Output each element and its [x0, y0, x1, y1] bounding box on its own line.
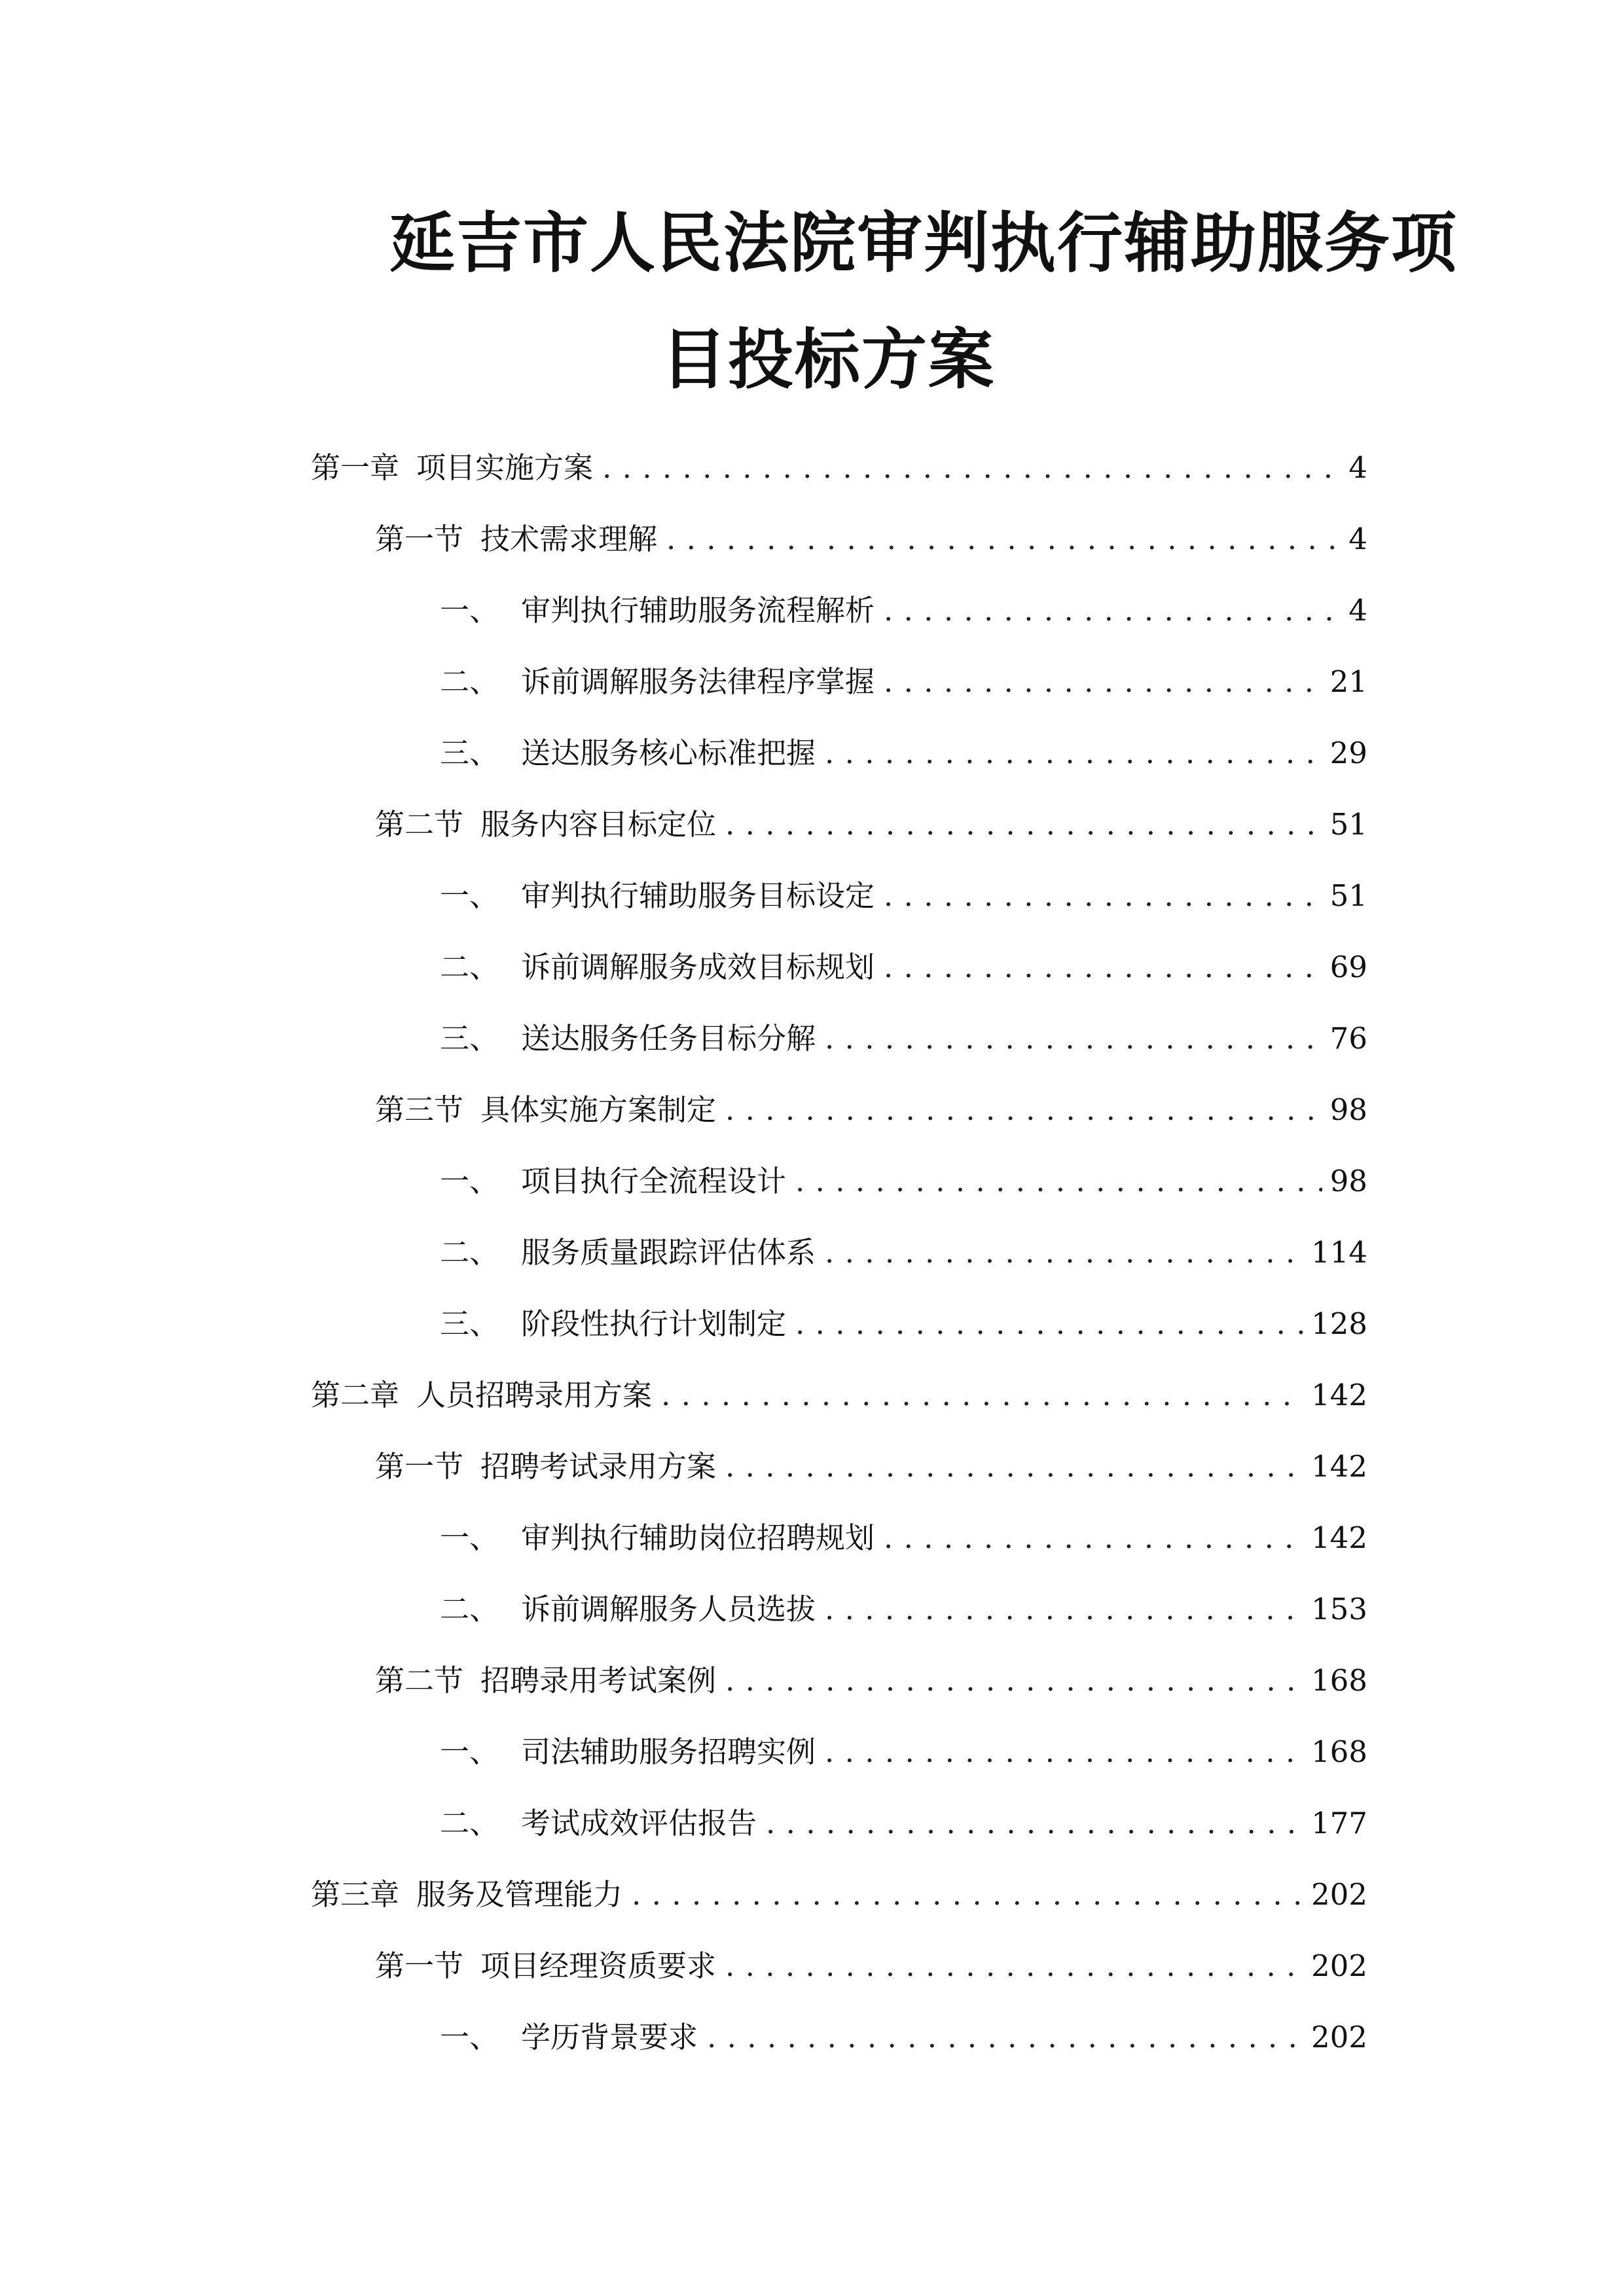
toc-dot-leader	[884, 944, 1322, 990]
toc-dot-leader	[884, 873, 1322, 919]
toc-dot-leader	[707, 2015, 1303, 2060]
toc-dot-leader	[632, 1872, 1303, 1918]
toc-dot-leader	[766, 1801, 1303, 1846]
toc-dot-leader	[725, 1658, 1303, 1704]
toc-entry-page: 98	[1329, 1164, 1367, 1198]
toc-entry-number: 二、	[440, 1592, 499, 1626]
toc-entry-page: 98	[1329, 1092, 1367, 1127]
toc-dot-leader	[602, 445, 1341, 491]
toc-entry-title: 司法辅助服务招聘实例	[521, 1734, 816, 1769]
toc-entry[interactable]	[311, 1372, 1367, 1418]
toc-entry-page: 168	[1311, 1734, 1367, 1769]
toc-entry-number: 第三章	[311, 1877, 400, 1912]
toc-entry-title: 学历背景要求	[521, 2020, 698, 2054]
title-line-2: 目投标方案	[661, 321, 995, 398]
toc-entry-page: 153	[1311, 1592, 1367, 1626]
toc-entry-title: 技术需求理解	[480, 522, 658, 556]
toc-entry-title: 项目实施方案	[416, 450, 594, 485]
toc-entry-page: 142	[1311, 1520, 1367, 1555]
toc-entry-page: 21	[1329, 664, 1367, 699]
toc-entry-page: 29	[1329, 736, 1367, 770]
toc-entry[interactable]	[440, 1016, 1367, 1062]
toc-entry[interactable]	[440, 1158, 1367, 1204]
toc-entry[interactable]	[440, 1515, 1367, 1561]
toc-entry-page: 177	[1311, 1806, 1367, 1840]
toc-entry-title: 审判执行辅助岗位招聘规划	[521, 1520, 875, 1555]
toc-entry[interactable]	[440, 1230, 1367, 1276]
toc-entry-title: 项目执行全流程设计	[521, 1164, 787, 1198]
toc-entry[interactable]	[375, 1658, 1367, 1704]
toc-dot-leader	[884, 1515, 1303, 1561]
toc-entry-title: 服务及管理能力	[416, 1877, 623, 1912]
toc-entry[interactable]	[440, 2015, 1367, 2060]
toc-entry[interactable]	[311, 1872, 1367, 1918]
toc-dot-leader	[725, 1087, 1322, 1133]
toc-entry-title: 招聘录用考试案例	[480, 1663, 717, 1698]
toc-entry-number: 第一节	[375, 1449, 464, 1484]
toc-dot-leader	[661, 1372, 1303, 1418]
toc-entry-number: 第二节	[375, 807, 464, 842]
toc-entry-number: 第一节	[375, 1948, 464, 1983]
toc-entry-number: 二、	[440, 664, 499, 699]
toc-dot-leader	[825, 1587, 1303, 1632]
toc-entry-page: 202	[1311, 2020, 1367, 2054]
toc-entry[interactable]	[440, 1301, 1367, 1347]
toc-entry[interactable]	[440, 944, 1367, 990]
toc-entry-number: 二、	[440, 1806, 499, 1840]
toc-entry-number: 第一章	[311, 450, 400, 485]
toc-entry-page: 4	[1348, 593, 1367, 628]
toc-entry-number: 二、	[440, 1235, 499, 1270]
toc-entry-number: 三、	[440, 1306, 499, 1341]
toc-entry[interactable]	[375, 516, 1367, 562]
toc-entry-page: 142	[1311, 1378, 1367, 1412]
toc-dot-leader	[825, 1230, 1303, 1276]
toc-entry-title: 服务质量跟踪评估体系	[521, 1235, 816, 1270]
toc-entry-title: 审判执行辅助服务目标设定	[521, 878, 875, 913]
toc-entry[interactable]	[440, 659, 1367, 705]
toc-entry-title: 诉前调解服务成效目标规划	[521, 950, 875, 984]
toc-entry-title: 具体实施方案制定	[480, 1092, 717, 1127]
toc-dot-leader	[884, 588, 1341, 634]
toc-entry-number: 第二节	[375, 1663, 464, 1698]
toc-entry-title: 送达服务核心标准把握	[521, 736, 816, 770]
toc-entry-title: 诉前调解服务人员选拔	[521, 1592, 816, 1626]
toc-entry-page: 202	[1311, 1877, 1367, 1912]
toc-entry-number: 第二章	[311, 1378, 400, 1412]
toc-entry-title: 服务内容目标定位	[480, 807, 717, 842]
toc-entry-number: 三、	[440, 1021, 499, 1056]
toc-dot-leader	[884, 659, 1322, 705]
toc-entry[interactable]	[440, 1801, 1367, 1846]
toc-entry-number: 一、	[440, 1520, 499, 1555]
toc-entry-page: 4	[1348, 450, 1367, 485]
toc-entry-number: 一、	[440, 1164, 499, 1198]
toc-entry-number: 一、	[440, 1734, 499, 1769]
toc-entry-title: 审判执行辅助服务流程解析	[521, 593, 875, 628]
toc-entry[interactable]	[440, 873, 1367, 919]
toc-entry-number: 一、	[440, 878, 499, 913]
toc-entry-title: 阶段性执行计划制定	[521, 1306, 787, 1341]
toc-entry-page: 76	[1329, 1021, 1367, 1056]
toc-dot-leader	[825, 1016, 1322, 1062]
toc-dot-leader	[725, 1943, 1303, 1989]
toc-entry-page: 202	[1311, 1948, 1367, 1983]
toc-entry-page: 114	[1311, 1235, 1367, 1270]
toc-dot-leader	[666, 516, 1341, 562]
toc-entry-title: 人员招聘录用方案	[416, 1378, 653, 1412]
toc-entry[interactable]	[440, 1587, 1367, 1632]
toc-dot-leader	[825, 730, 1322, 776]
toc-entry[interactable]	[440, 730, 1367, 776]
toc-entry-title: 送达服务任务目标分解	[521, 1021, 816, 1056]
toc-entry-number: 一、	[440, 593, 499, 628]
toc-dot-leader	[795, 1301, 1303, 1347]
toc-entry-title: 考试成效评估报告	[521, 1806, 757, 1840]
toc-entry-page: 4	[1348, 522, 1367, 556]
toc-entry-title: 招聘考试录用方案	[480, 1449, 717, 1484]
toc-entry-number: 二、	[440, 950, 499, 984]
toc-entry[interactable]	[375, 1943, 1367, 1989]
toc-entry[interactable]	[440, 1729, 1367, 1775]
toc-entry[interactable]	[375, 1444, 1367, 1490]
toc-dot-leader	[825, 1729, 1303, 1775]
toc-entry-title: 项目经理资质要求	[480, 1948, 717, 1983]
toc-entry-number: 第三节	[375, 1092, 464, 1127]
toc-dot-leader	[725, 1444, 1303, 1490]
toc-entry-page: 168	[1311, 1663, 1367, 1698]
toc-entry-page: 128	[1311, 1306, 1367, 1341]
toc-entry-number: 第一节	[375, 522, 464, 556]
title-line-1: 延吉市人民法院审判执行辅助服务项	[389, 205, 1458, 281]
toc-entry-page: 69	[1329, 950, 1367, 984]
toc-entry-page: 142	[1311, 1449, 1367, 1484]
toc-entry[interactable]	[375, 1087, 1367, 1133]
toc-entry[interactable]	[440, 588, 1367, 634]
toc-dot-leader	[795, 1158, 1322, 1204]
toc-entry-number: 一、	[440, 2020, 499, 2054]
toc-entry-number: 三、	[440, 736, 499, 770]
toc-entry-page: 51	[1329, 807, 1367, 842]
toc-dot-leader	[725, 802, 1322, 848]
toc-entry[interactable]	[311, 445, 1367, 491]
toc-entry-page: 51	[1329, 878, 1367, 913]
toc-entry-title: 诉前调解服务法律程序掌握	[521, 664, 875, 699]
toc-entry[interactable]	[375, 802, 1367, 848]
